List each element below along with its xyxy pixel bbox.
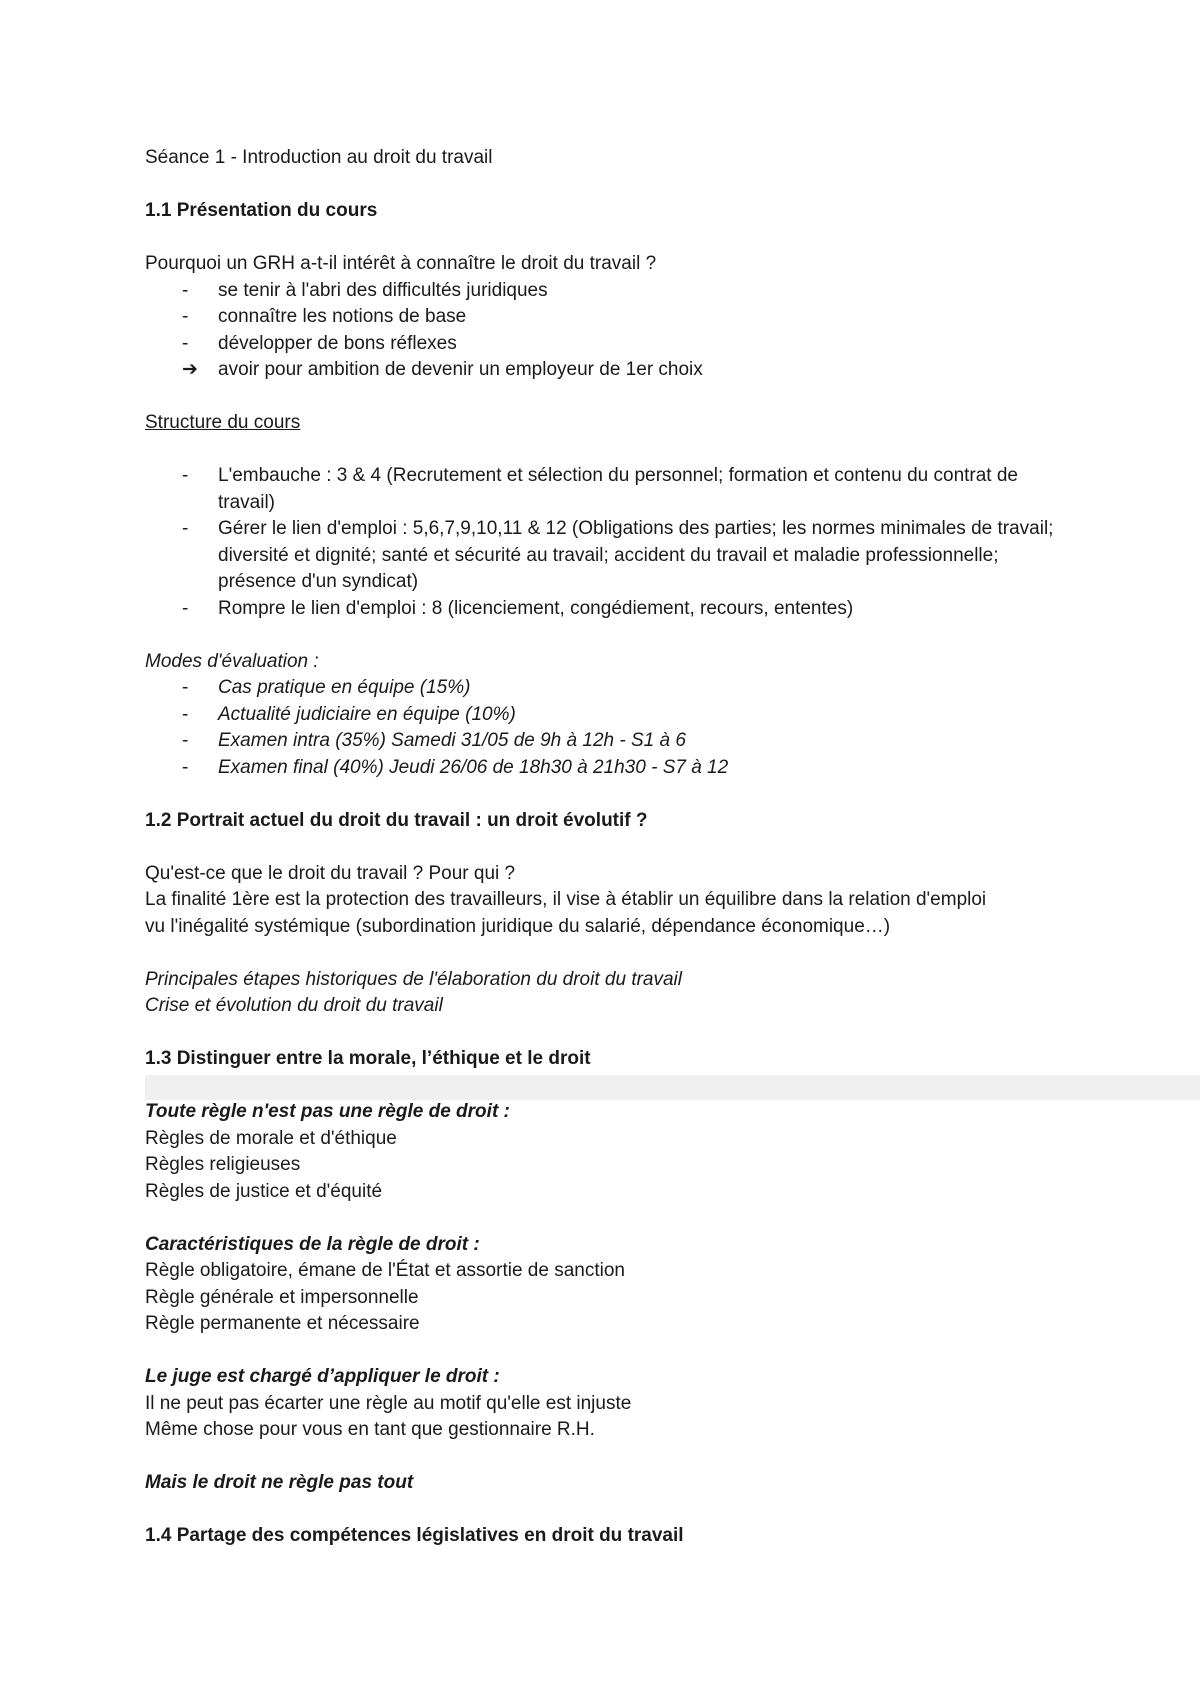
section-heading-1-1: 1.1 Présentation du cours	[145, 200, 378, 221]
italic-line: Crise et évolution du droit du travail	[145, 995, 443, 1016]
dash-marker: -	[182, 730, 189, 751]
subheading: Caractéristiques de la règle de droit :	[145, 1233, 480, 1255]
paragraph-line: Même chose pour vous en tant que gestionnaire R.H.	[145, 1419, 595, 1440]
paragraph-line: Règle permanente et nécessaire	[145, 1313, 420, 1334]
paragraph-line: Règle générale et impersonnelle	[145, 1286, 419, 1308]
paragraph-line: Il ne peut pas écarter une règle au motif qu'elle est injuste	[145, 1392, 632, 1414]
section-heading-1-4: 1.4 Partage des compétences législatives en droit du travail	[145, 1525, 684, 1546]
dash-marker: -	[182, 597, 189, 619]
modes-label: Modes d'évaluation :	[145, 650, 319, 672]
document-body	[145, 145, 1065, 1550]
dash-marker: -	[182, 279, 189, 301]
paragraph-line: Règle obligatoire, émane de l'État et assortie de sanction	[145, 1260, 625, 1281]
list-item: - Cas pratique en équipe (15%)	[145, 675, 1065, 702]
dash-marker: -	[182, 306, 189, 327]
list-item: - développer de bons réflexes	[145, 331, 1065, 358]
subheading: Toute règle n'est pas une règle de droit :	[145, 1101, 510, 1122]
list-item: - Actualité judiciaire en équipe (10%)	[145, 702, 1065, 729]
dash-marker: -	[182, 465, 189, 486]
structure-label: Structure du cours	[145, 412, 301, 433]
arrow-right-icon: ➔	[182, 359, 198, 380]
paragraph-line: Règles de justice et d'équité	[145, 1180, 383, 1202]
modes-list	[145, 675, 1065, 781]
dash-marker: -	[182, 677, 189, 698]
dash-marker: -	[182, 518, 189, 539]
list-item: - se tenir à l'abri des difficultés juridiques	[145, 278, 1065, 305]
subheading: Mais le droit ne règle pas tout	[145, 1472, 414, 1493]
paragraph-line: Règles de morale et d'éthique	[145, 1127, 397, 1149]
list-item: - Examen final (40%) Jeudi 26/06 de 18h30 à 21h30 - S7 à 12	[145, 755, 1065, 782]
section-heading-1-2: 1.2 Portrait actuel du droit du travail : un droit évolutif ?	[145, 809, 648, 831]
list-item: - Examen intra (35%) Samedi 31/05 de 9h à 12h - S1 à 6	[145, 728, 1065, 755]
intro-question: Pourquoi un GRH a-t-il intérêt à connaître le droit du travail ?	[145, 253, 657, 274]
section-heading-1-3: 1.3 Distinguer entre la morale, l’éthique et le droit	[145, 1048, 591, 1069]
paragraph-line: vu l'inégalité systémique (subordination juridique du salarié, dépendance économique…)	[145, 915, 891, 937]
dash-marker: -	[182, 703, 189, 725]
list-item-arrow: ➔ avoir pour ambition de devenir un employeur de 1er choix	[145, 357, 1065, 384]
list-item: - Gérer le lien d'emploi : 5,6,7,9,10,11 & 12 (Obligations des parties; les normes minimales de travail; diversité et dignité; santé et sécurité au travail; accident du travail et maladie professionnelle; présence d'un syndicat)	[182, 518, 1054, 592]
list-item: - Rompre le lien d'emploi : 8 (licenciement, congédiement, recours, ententes)	[145, 596, 1065, 623]
dash-marker: -	[182, 756, 189, 778]
paragraph-line: Règles religieuses	[145, 1154, 301, 1175]
paragraph-line: Qu'est-ce que le droit du travail ? Pour qui ?	[145, 862, 516, 884]
list-item: - connaître les notions de base	[145, 304, 1065, 331]
italic-line: Principales étapes historiques de l'élaboration du droit du travail	[145, 968, 683, 990]
subheading: Le juge est chargé d’appliquer le droit :	[145, 1366, 500, 1387]
reasons-list	[145, 278, 1065, 384]
document-title: Séance 1 - Introduction au droit du travail	[145, 147, 493, 168]
structure-list	[145, 463, 1065, 622]
list-item: - L'embauche : 3 & 4 (Recrutement et sélection du personnel; formation et contenu du contrat de travail)	[182, 465, 1018, 513]
paragraph-line: La finalité 1ère est la protection des travailleurs, il vise à établir un équilibre dans la relation d'emploi	[145, 889, 987, 910]
dash-marker: -	[182, 332, 189, 354]
